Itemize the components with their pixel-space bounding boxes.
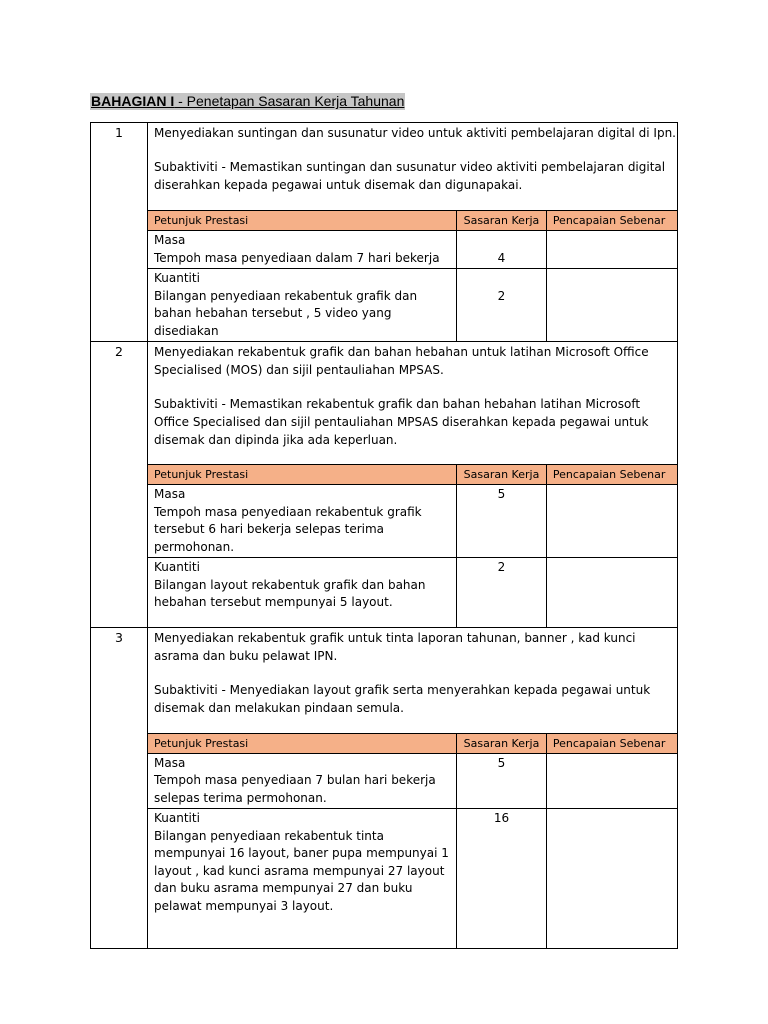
kuantiti-text: Bilangan layout rekabentuk grafik dan bahan hebahan tersebut mempunyai 5 layout. [154, 577, 426, 609]
indicator-row-kuantiti [148, 558, 677, 627]
section-heading [90, 93, 405, 110]
indicator-row-kuantiti [148, 809, 677, 948]
item-subactivity: Subaktiviti - Memastikan suntingan dan susunatur video aktiviti pembelajaran digital diserahkan kepada pegawai untuk disemak dan digunapakai. [154, 160, 666, 192]
indicator-kuantiti [148, 269, 457, 342]
masa-achievement [546, 753, 677, 809]
item-row-1 [91, 123, 678, 342]
kuantiti-achievement [546, 558, 677, 627]
item-activity: Menyediakan suntingan dan susunatur video untuk aktiviti pembelajaran digital di Ipn. [154, 126, 676, 140]
header-sasaran: Sasaran Kerja [457, 465, 547, 485]
header-petunjuk: Petunjuk Prestasi [148, 211, 457, 231]
masa-title: Masa [154, 755, 186, 770]
indicator-header-row [148, 465, 677, 485]
header-petunjuk: Petunjuk Prestasi [148, 733, 457, 753]
item-content [148, 627, 678, 948]
header-pencapaian: Pencapaian Sebenar [546, 733, 677, 753]
kuantiti-title: Kuantiti [154, 811, 200, 825]
kuantiti-text: Bilangan penyediaan rekabentuk tinta mempunyai 16 layout, baner pupa mempunyai 1 layout , kad kunci asrama mempunyai 27 layout dan buku asrama mempunyai 27 dan buku pelawat mempunyai 3 layout. [154, 828, 449, 913]
item-description [148, 342, 677, 464]
masa-target: 5 [457, 485, 547, 558]
indicator-row-kuantiti [148, 269, 677, 342]
masa-target: 4 [457, 231, 547, 269]
indicator-masa [148, 231, 457, 269]
indicator-table [148, 733, 677, 948]
masa-text: Tempoh masa penyediaan dalam 7 hari bekerja [154, 250, 440, 265]
header-sasaran: Sasaran Kerja [457, 211, 547, 231]
kuantiti-target: 2 [457, 558, 547, 627]
header-petunjuk: Petunjuk Prestasi [148, 465, 457, 485]
indicator-table [148, 464, 677, 627]
item-activity: Menyediakan rekabentuk grafik dan bahan hebahan untuk latihan Microsoft Office Specialised (MOS) dan sijil pentauliahan MPSAS. [154, 345, 649, 377]
kuantiti-title: Kuantiti [154, 560, 200, 574]
kuantiti-text: Bilangan penyediaan rekabentuk grafik dan bahan hebahan tersebut , 5 video yang disediakan [154, 288, 418, 338]
masa-title: Masa [154, 233, 186, 247]
masa-achievement [546, 231, 677, 269]
indicator-kuantiti [148, 558, 457, 627]
masa-text: Tempoh masa penyediaan 7 bulan hari bekerja selepas terima permohonan. [154, 773, 436, 805]
item-description [148, 628, 677, 733]
kuantiti-achievement [546, 269, 677, 342]
indicator-header-row [148, 211, 677, 231]
kuantiti-target: 2 [457, 269, 547, 342]
masa-title: Masa [154, 487, 186, 501]
indicator-masa [148, 485, 457, 558]
item-subactivity: Subaktiviti - Memastikan rekabentuk grafik dan bahan hebahan latihan Microsoft Office Specialised dan sijil pentauliahan MPSAS diserahkan kepada pegawai untuk disemak dan dipinda jika ada keperluan. [154, 397, 649, 447]
indicator-kuantiti [148, 809, 457, 948]
masa-text: Tempoh masa penyediaan rekabentuk grafik tersebut 6 hari bekerja selepas terima permohonan. [154, 504, 422, 554]
item-description [148, 123, 677, 210]
item-subactivity: Subaktiviti - Menyediakan layout grafik serta menyerahkan kepada pegawai untuk disemak dan melakukan pindaan semula. [154, 682, 651, 715]
kuantiti-target: 16 [457, 809, 547, 948]
header-pencapaian: Pencapaian Sebenar [546, 211, 677, 231]
indicator-row-masa [148, 231, 677, 269]
item-activity: Menyediakan rekabentuk grafik untuk tinta laporan tahunan, banner , kad kunci asrama dan buku pelawat IPN. [154, 630, 636, 663]
indicator-table [148, 210, 677, 341]
section-heading-title: - Penetapan Sasaran Kerja Tahunan [174, 93, 405, 109]
item-content [148, 123, 678, 342]
masa-achievement [546, 485, 677, 558]
section-heading-bold: BAHAGIAN I [91, 93, 175, 109]
item-number: 3 [91, 627, 148, 948]
kuantiti-title: Kuantiti [154, 271, 200, 285]
masa-target: 5 [457, 753, 547, 809]
indicator-header-row [148, 733, 677, 753]
target-table [90, 122, 678, 949]
header-sasaran: Sasaran Kerja [457, 733, 547, 753]
item-row-2 [91, 342, 678, 628]
indicator-row-masa [148, 753, 677, 809]
indicator-row-masa [148, 485, 677, 558]
item-content [148, 342, 678, 628]
item-number: 1 [91, 123, 148, 342]
kuantiti-achievement [546, 809, 677, 948]
indicator-masa [148, 753, 457, 809]
item-number: 2 [91, 342, 148, 628]
item-row-3 [91, 627, 678, 948]
header-pencapaian: Pencapaian Sebenar [546, 465, 677, 485]
